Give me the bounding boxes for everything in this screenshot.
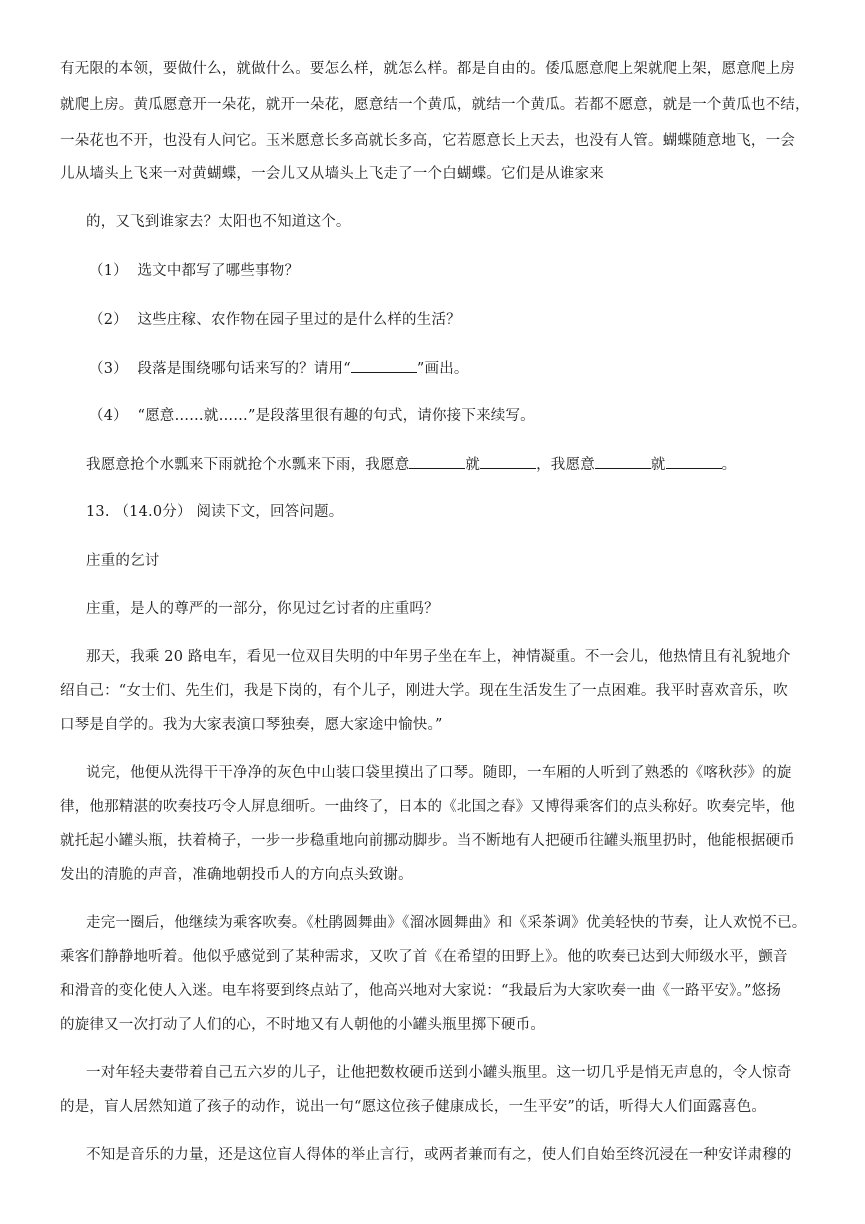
passage2-line-3: 口琴是自学的。我为大家表演口琴独奏，愿大家途中愉快。”: [60, 717, 443, 733]
question-text: “愿意……就……”是段落里很有趣的句式，请你接下来续写。: [137, 408, 535, 424]
passage2-line-14: 不知是音乐的力量，还是这位盲人得体的举止言行，或两者兼而有之，使人们自始至终沉浸在一种安详肃穆的: [86, 1147, 792, 1163]
question-number: （2）: [89, 312, 128, 328]
question-1: [89, 261, 299, 281]
answer-blank: [480, 454, 536, 469]
question-text: 选文中都写了哪些事物？: [137, 263, 300, 279]
question-number: （1）: [89, 263, 128, 279]
passage1-line-3: 一朵花也不开，也没有人问它。玉米愿意长多高就长多高，它若愿意长上天去，也没有人管。蝴蝶随意地飞，一会: [60, 133, 795, 149]
question-number: （4）: [89, 408, 128, 424]
passage2-line-4: 说完，他便从洗得干干净净的灰色中山装口袋里摸出了口琴。随即，一车厢的人听到了熟悉的《喀秋莎》的旋: [86, 765, 792, 781]
fill-in-text: 就: [465, 457, 481, 473]
question-13-header: 13. （14.0分） 阅读下文，回答问题。: [86, 504, 344, 520]
passage2-line-7: 发出的清脆的声音，准确地朝投币人的方向点头致谢。: [60, 867, 413, 883]
passage2-line-9: 乘客们静静地听着。他似乎感觉到了某种需求，又吹了首《在希望的田野上》。他的吹奏已达到大师级水平，颤音: [60, 949, 788, 965]
question-text: 这些庄稼、农作物在园子里过的是什么样的生活？: [137, 312, 461, 328]
fill-in-sentence: [86, 454, 736, 475]
passage2-line-1: 那天，我乘 20 路电车，看见一位双目失明的中年男子坐在车上，神情凝重。不一会儿，他热情且有礼貌地介: [86, 649, 791, 665]
article-title: 庄重的乞讨: [86, 553, 160, 569]
passage2-line-10: 和滑音的变化使人入迷。电车将要到终点站了，他高兴地对大家说：“我最后为大家吹奏一曲《一路平安》。”悠扬: [60, 983, 782, 999]
passage1-line-2: 就爬上房。黄瓜愿意开一朵花，就开一朵花，愿意结一个黄瓜，就结一个黄瓜。若都不愿意，就是一个黄瓜也不结，: [60, 97, 810, 113]
passage2-line-11: 的旋律又一次打动了人们的心，不时地又有人朝他的小罐头瓶里掷下硬币。: [60, 1017, 546, 1033]
underline-blank: [351, 358, 417, 373]
question-3: [89, 358, 469, 379]
passage2-line-8: 走完一圈后，他继续为乘客吹奏。《杜鹃圆舞曲》《溜冰圆舞曲》和《采茶调》优美轻快的节奏，让人欢悦不已。: [86, 915, 807, 931]
fill-in-text: ，我愿意: [536, 457, 595, 473]
answer-blank: [595, 454, 651, 469]
passage1-line-1: 有无限的本领，要做什么，就做什么。要怎么样，就怎么样。都是自由的。倭瓜愿意爬上架就爬上架，愿意爬上房: [60, 61, 795, 77]
fill-in-text: 。: [721, 457, 737, 473]
answer-blank: [409, 454, 465, 469]
question-text: 段落是围绕哪句话来写的？请用“: [137, 361, 351, 377]
question-4: [89, 406, 535, 426]
question-text-end: ”画出。: [416, 361, 469, 377]
question-number: （3）: [89, 361, 128, 377]
passage2-line-13: 的是，盲人居然知道了孩子的动作，说出一句“愿这位孩子健康成长，一生平安”的话，听得大人们面露喜色。: [60, 1099, 767, 1115]
passage1-line-5: 的，又飞到谁家去？太阳也不知道这个。: [86, 214, 351, 230]
question-2: [89, 310, 461, 330]
answer-blank: [666, 454, 722, 469]
article-intro: 庄重，是人的尊严的一部分，你见过乞讨者的庄重吗？: [86, 601, 439, 617]
passage2-line-2: 绍自己：“女士们、先生们，我是下岗的，有个儿子，刚进大学。现在生活发生了一点困难。我平时喜欢音乐，吹: [60, 683, 788, 699]
passage2-line-12: 一对年轻夫妻带着自己五六岁的儿子，让他把数枚硬币送到小罐头瓶里。这一切几乎是悄无声息的，令人惊奇: [86, 1065, 792, 1081]
passage2-line-6: 就托起小罐头瓶，扶着椅子，一步一步稳重地向前挪动脚步。当不断地有人把硬币往罐头瓶里扔时，他能根据硬币: [60, 833, 795, 849]
fill-in-text: 我愿意抢个水瓢来下雨就抢个水瓢来下雨，我愿意: [86, 457, 410, 473]
fill-in-text: 就: [650, 457, 666, 473]
passage1-line-4: 儿从墙头上飞来一对黄蝴蝶，一会儿又从墙头上飞走了一个白蝴蝶。它们是从谁家来: [60, 166, 604, 182]
passage2-line-5: 律，他那精湛的吹奏技巧令人屏息细听。一曲终了，日本的《北国之春》又博得乘客们的点头称好。吹奏完毕，他: [60, 799, 795, 815]
